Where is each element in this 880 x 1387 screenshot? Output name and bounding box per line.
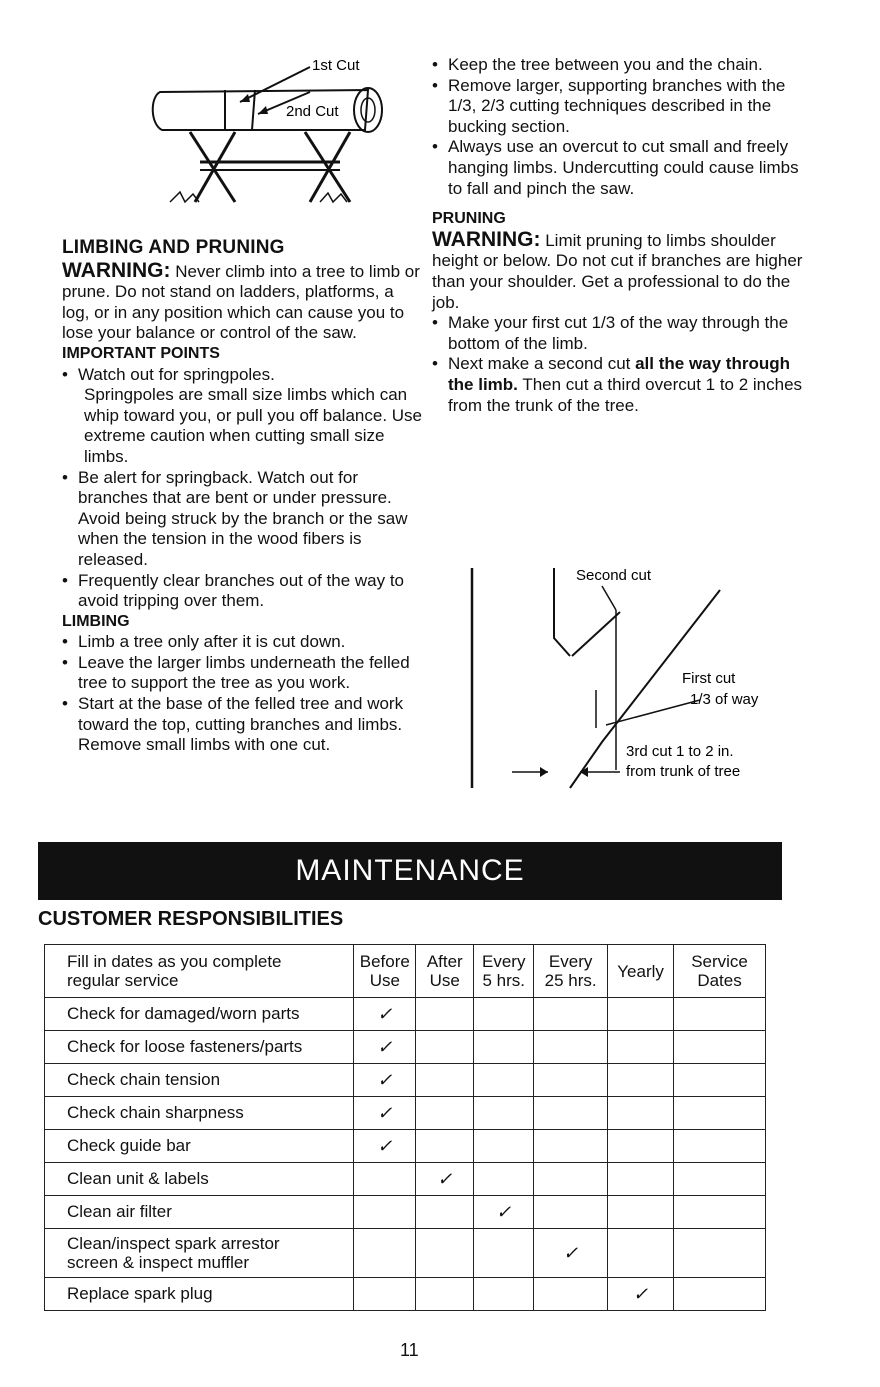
service-date-cell <box>674 1163 766 1196</box>
empty-cell <box>534 998 608 1031</box>
empty-cell <box>534 1278 608 1311</box>
warning-text: Limit pruning to limbs shoulder height or below. Do not cut if branches are higher than your shoulder. Get a professional to do the job. <box>432 230 803 312</box>
empty-cell <box>354 1229 416 1278</box>
empty-cell <box>416 1097 474 1130</box>
table-row <box>45 1097 766 1130</box>
empty-cell <box>416 1064 474 1097</box>
empty-cell <box>608 1130 674 1163</box>
empty-cell <box>354 1278 416 1311</box>
check-mark-icon: ✓ <box>416 1163 474 1196</box>
important-points-title: IMPORTANT POINTS <box>62 344 220 362</box>
empty-cell <box>534 1196 608 1229</box>
table-body <box>45 998 766 1311</box>
task-cell: Clean/inspect spark arrestor screen & inspect muffler <box>45 1229 354 1278</box>
pruning-warning <box>432 227 812 313</box>
limbing-title: LIMBING <box>62 612 130 630</box>
list-item: • Make your first cut 1/3 of the way through the bottom of the limb. <box>432 313 812 354</box>
table-row <box>45 1130 766 1163</box>
warning-text: Never climb into a tree to limb or prune. Do not stand on ladders, platforms, a log, or in any position which can cause you to lose your balance or control of the saw. <box>62 261 420 343</box>
header-yearly: Yearly <box>608 945 674 998</box>
warning-label: WARNING: <box>432 227 541 251</box>
empty-cell <box>416 1278 474 1311</box>
pruning-title: PRUNING <box>432 210 506 228</box>
empty-cell <box>416 1031 474 1064</box>
list-item: • Keep the tree between you and the chain. <box>432 55 812 76</box>
task-cell: Check for damaged/worn parts <box>45 998 354 1031</box>
check-mark-icon: ✓ <box>534 1229 608 1278</box>
maintenance-schedule-table <box>44 944 766 1311</box>
table-row <box>45 1229 766 1278</box>
pruning-cuts-illustration <box>430 560 790 790</box>
empty-cell <box>534 1031 608 1064</box>
empty-cell <box>416 998 474 1031</box>
empty-cell <box>474 998 534 1031</box>
list-item: • Next make a second cut all the way through the limb. Then cut a third overcut 1 to 2 inches from the trunk of the tree. <box>432 354 812 416</box>
task-cell: Clean air filter <box>45 1196 354 1229</box>
customer-responsibilities-title: CUSTOMER RESPONSIBILITIES <box>38 908 344 930</box>
empty-cell <box>474 1278 534 1311</box>
header-every-5-hrs: Every 5 hrs. <box>474 945 534 998</box>
service-date-cell <box>674 1229 766 1278</box>
table-row <box>45 1064 766 1097</box>
check-mark-icon: ✓ <box>354 998 416 1031</box>
header-every-25-hrs: Every 25 hrs. <box>534 945 608 998</box>
empty-cell <box>354 1196 416 1229</box>
empty-cell <box>534 1064 608 1097</box>
empty-cell <box>474 1031 534 1064</box>
list-item: • Always use an overcut to cut small and freely hanging limbs. Undercutting could cause limbs to fall and pinch the saw. <box>432 137 812 199</box>
empty-cell <box>474 1229 534 1278</box>
empty-cell <box>608 1163 674 1196</box>
empty-cell <box>608 1031 674 1064</box>
list-item: • Be alert for springback. Watch out for branches that are bent or under pressure. Avoid being struck by the branch or the saw when the tension in the wood fibers is released. <box>62 468 424 571</box>
table-row <box>45 1163 766 1196</box>
empty-cell <box>534 1163 608 1196</box>
service-date-cell <box>674 998 766 1031</box>
empty-cell <box>534 1130 608 1163</box>
label-third-cut-1: 3rd cut 1 to 2 in. <box>626 743 734 760</box>
left-column <box>62 238 424 756</box>
empty-cell <box>608 1229 674 1278</box>
service-date-cell <box>674 1278 766 1311</box>
empty-cell <box>608 1196 674 1229</box>
empty-cell <box>474 1064 534 1097</box>
list-item: • Limb a tree only after it is cut down. <box>62 632 424 653</box>
check-mark-icon: ✓ <box>354 1097 416 1130</box>
list-item: • Leave the larger limbs underneath the felled tree to support the tree as you work. <box>62 653 424 694</box>
table-row <box>45 1031 766 1064</box>
list-item: • Remove larger, supporting branches with the 1/3, 2/3 cutting techniques described in the bucking section. <box>432 76 812 138</box>
task-cell: Check for loose fasteners/parts <box>45 1031 354 1064</box>
service-date-cell <box>674 1064 766 1097</box>
springpoles-detail: Springpoles are small size limbs which can whip toward you, or pull you off balance. Use extreme caution when cutting small size limbs. <box>84 385 422 466</box>
limbing-pruning-title: LIMBING AND PRUNING <box>62 237 285 258</box>
list-item: • Frequently clear branches out of the way to avoid tripping over them. <box>62 571 424 612</box>
limbing-list <box>62 632 424 756</box>
header-before-use: Before Use <box>354 945 416 998</box>
warning-paragraph <box>62 258 424 344</box>
empty-cell <box>608 1064 674 1097</box>
label-first-cut: 1st Cut <box>312 57 360 74</box>
log-sawbuck-illustration <box>140 52 390 222</box>
important-points-list <box>62 365 424 386</box>
header-service-dates: Service Dates <box>674 945 766 998</box>
table-row <box>45 998 766 1031</box>
limbing-list-continued <box>432 55 812 199</box>
service-date-cell <box>674 1097 766 1130</box>
table-row <box>45 1196 766 1229</box>
empty-cell <box>474 1097 534 1130</box>
header-instructions: Fill in dates as you complete regular service <box>45 945 354 998</box>
list-item: • Start at the base of the felled tree and work toward the top, cutting branches and limbs. Remove small limbs with one cut. <box>62 694 424 756</box>
task-cell: Replace spark plug <box>45 1278 354 1311</box>
table-row <box>45 1278 766 1311</box>
label-second-cut: 2nd Cut <box>286 103 339 120</box>
empty-cell <box>416 1130 474 1163</box>
check-mark-icon: ✓ <box>608 1278 674 1311</box>
task-cell: Check chain sharpness <box>45 1097 354 1130</box>
header-after-use: After Use <box>416 945 474 998</box>
empty-cell <box>354 1163 416 1196</box>
page-number: 11 <box>400 1340 419 1360</box>
task-cell: Check guide bar <box>45 1130 354 1163</box>
pruning-list <box>432 313 812 416</box>
label-third-cut-2: from trunk of tree <box>626 763 741 780</box>
empty-cell <box>608 998 674 1031</box>
check-mark-icon: ✓ <box>354 1064 416 1097</box>
service-date-cell <box>674 1130 766 1163</box>
task-cell: Check chain tension <box>45 1064 354 1097</box>
list-item: • Watch out for springpoles. <box>62 365 424 386</box>
service-date-cell <box>674 1031 766 1064</box>
service-date-cell <box>674 1196 766 1229</box>
empty-cell <box>416 1196 474 1229</box>
right-column <box>432 55 812 416</box>
maintenance-banner: MAINTENANCE <box>38 842 782 900</box>
check-mark-icon: ✓ <box>354 1130 416 1163</box>
label-second-cut: Second cut <box>576 567 652 584</box>
check-mark-icon: ✓ <box>474 1196 534 1229</box>
table-header-row <box>45 945 766 998</box>
empty-cell <box>608 1097 674 1130</box>
important-points-list-2 <box>62 468 424 612</box>
label-first-cut-2: 1/3 of way <box>690 691 759 708</box>
empty-cell <box>474 1163 534 1196</box>
label-first-cut-1: First cut <box>682 670 736 687</box>
check-mark-icon: ✓ <box>354 1031 416 1064</box>
task-cell: Clean unit & labels <box>45 1163 354 1196</box>
empty-cell <box>474 1130 534 1163</box>
warning-label: WARNING: <box>62 258 171 282</box>
empty-cell <box>534 1097 608 1130</box>
empty-cell <box>416 1229 474 1278</box>
